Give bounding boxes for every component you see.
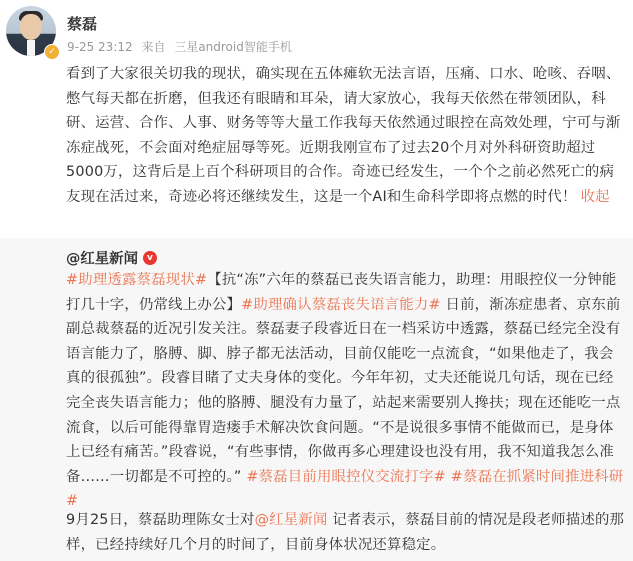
hashtag-link[interactable]: #蔡磊目前用眼控仪交流打字# xyxy=(246,468,446,485)
repost-author[interactable] xyxy=(66,247,157,268)
red-v-verified-icon: v xyxy=(143,251,157,265)
avatar-shirt xyxy=(27,40,35,56)
mention-link[interactable]: @红星新闻 xyxy=(254,512,328,528)
verified-badge-icon: ✓ xyxy=(44,44,60,60)
post-body xyxy=(66,62,626,210)
post-meta xyxy=(67,38,297,55)
repost-text-segment: 【抗“冻”六年的蔡磊已丧失语言能力，助理：用眼控仪一分钟能打几十字，仍常线上办公】 xyxy=(66,272,617,313)
device-source: 三星android智能手机 xyxy=(174,40,292,54)
repost-paragraph-2 xyxy=(66,508,626,557)
collapse-link[interactable]: 收起 xyxy=(580,188,610,205)
repost-text-segment: 日前，渐冻症患者、京东前副总裁蔡磊的近况引发关注。蔡磊妻子段睿近日在一档采访中透露，蔡磊已经完全没有语言能力了，胳膊、脚、脖子都无法活动，目前仅能吃一点流食，“如果他走了，我会真的很孤独”。段睿目睹了丈夫身体的变化。今年年初，丈夫还能说几句话，现在已经完全丧失语言能力；他的胳膊、腿没有力量了，站起来需要别人搀扶；现在还能吃一点流食，以后可能得靠胃造瘘手术解决饮食问题。“不是说很多事情不能做而已，是身体上已经有痛苦。”段睿说，“有些事情，你做再多心理建设也没有用，我不知道我怎么准备……一切都是不可控的。” xyxy=(66,296,621,485)
repost-text-segment: 9月25日，蔡磊助理陈女士对 xyxy=(66,512,255,528)
post-time[interactable]: 9-25 23:12 xyxy=(67,40,133,54)
repost-body xyxy=(66,268,626,514)
reposted-content[interactable] xyxy=(0,238,633,561)
hashtag-link[interactable]: #助理确认蔡磊丧失语言能力# xyxy=(241,296,441,313)
post-content: 看到了大家很关切我的现状，确实现在五体瘫软无法言语，压痛、口水、呛咳、吞咽、憋气每天都在折磨，但我还有眼睛和耳朵，请大家放心，我每天依然在带领团队，科研、运营、合作、人事、财务等等大量工作我每天依然通过眼控在高效处理，宁可与渐冻症战死，不会面对绝症屈辱等死。近期我刚宣布了过去20个月对外科研资助超过5000万，这背后是上百个科研项目的合作。奇迹已经发生，一个个之前必然死亡的病友现在活过来，奇迹必将还继续发生，这是一个AI和生命科学即将点燃的时代！ xyxy=(66,66,621,205)
repost-text-segment: 记者表示，蔡磊目前的情况是段老师描述的那样，已经持续好几个月的时间了，目前身体状况还算稳定。 xyxy=(66,512,625,553)
hashtag-link[interactable]: #蔡磊在抓紧时间推进科研# xyxy=(66,468,624,510)
username[interactable]: 蔡磊 xyxy=(67,15,98,33)
via-label: 来自 xyxy=(141,40,166,54)
hashtag-link[interactable]: #助理透露蔡磊现状# xyxy=(66,272,208,288)
avatar-face xyxy=(20,14,42,40)
repost-author-name[interactable]: @红星新闻 xyxy=(66,251,138,267)
